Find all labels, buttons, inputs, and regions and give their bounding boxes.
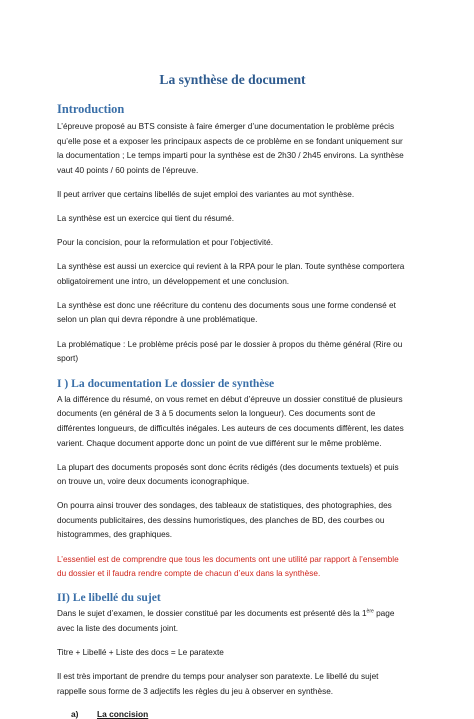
- intro-paragraph-4: Pour la concision, pour la reformulation et pour l’objectivité.: [57, 238, 273, 248]
- section1-paragraph-1: A la différence du résumé, on vous remet en début d’épreuve un dossier constitué de plusieurs documents (en général de 3 à 5 documents selon la longueur). Ces documents sont de différentes longueurs, de difficultés inégales. Les auteurs de ces documents diffèrent, les dates varient. Chaque document apporte donc un point de vue différent sur le même problème.: [57, 394, 404, 448]
- subheading-number: a): [71, 708, 79, 719]
- section1-highlight-paragraph: L’essentiel est de comprendre que tous les documents ont une utilité par rapport à l’ensemble du dossier et il faudra rendre compte de chacun d’eux dans la synthèse.: [57, 554, 399, 579]
- intro-paragraph-6: La synthèse est donc une réécriture du contenu des documents sous une forme condensé et selon un plan qui devra répondre à une problématique.: [57, 300, 396, 325]
- section2-p1-start: Dans le sujet d’examen, le dossier constitué par les documents est présenté dès la 1: [57, 609, 367, 619]
- heading-section-2: II) Le libellé du sujet: [57, 591, 161, 605]
- intro-paragraph-3: La synthèse est un exercice qui tient du résumé.: [57, 213, 235, 223]
- section1-paragraph-3: On pourra ainsi trouver des sondages, des tableaux de statistiques, des photographies, des documents publicitaires, des dessins humoristiques, des planches de BD, des courbes ou histogrammes, des graphiques.: [57, 501, 392, 540]
- subheading-concision: [57, 709, 408, 719]
- subheading-label: La concision: [97, 708, 149, 719]
- intro-paragraph-2: Il peut arriver que certains libellés de sujet emploi des variantes au mot synthèse.: [57, 189, 355, 199]
- intro-paragraph-5: La synthèse est aussi un exercice qui revient à la RPA pour le plan. Toute synthèse comportera obligatoirement une intro, un développement et une conclusion.: [57, 262, 405, 286]
- section2-p1-end: page avec la liste des documents joint.: [57, 609, 395, 633]
- document-title: La synthèse de document: [159, 72, 306, 87]
- section2-paragraph-3: Il est très important de prendre du temps pour analyser son paratexte. Le libellé du sujet rappelle sous forme de 3 adjectifs les règles du jeu à observer en synthèse.: [57, 672, 379, 696]
- section2-paragraph-1: [57, 607, 408, 636]
- heading-introduction: Introduction: [57, 102, 125, 116]
- section2-p1-superscript: ère: [366, 608, 374, 615]
- section1-paragraph-2: La plupart des documents proposés sont donc écrits rédigés (des documents textuels) et puis on trouve un, voire deux documents iconographique.: [57, 462, 399, 487]
- intro-paragraph-7: La problématique : Le problème précis posé par le dossier à propos du thème général (Rire ou sport): [57, 339, 403, 364]
- intro-paragraph-1: L’épreuve proposé au BTS consiste à faire émerger d’une documentation le problème précis qu’elle pose et a exposer les principaux aspects de ce problème en se fondant uniquement sur la documentation ; Le temps imparti pour la synthèse est de 2h30 / 2h45 environs. La synthèse vaut 40 points / 60 points de l’épreuve.: [57, 122, 404, 175]
- section2-paragraph-2: Titre + Libellé + Liste des docs = Le paratexte: [57, 647, 224, 657]
- heading-section-1: I ) La documentation Le dossier de synthèse: [57, 376, 275, 390]
